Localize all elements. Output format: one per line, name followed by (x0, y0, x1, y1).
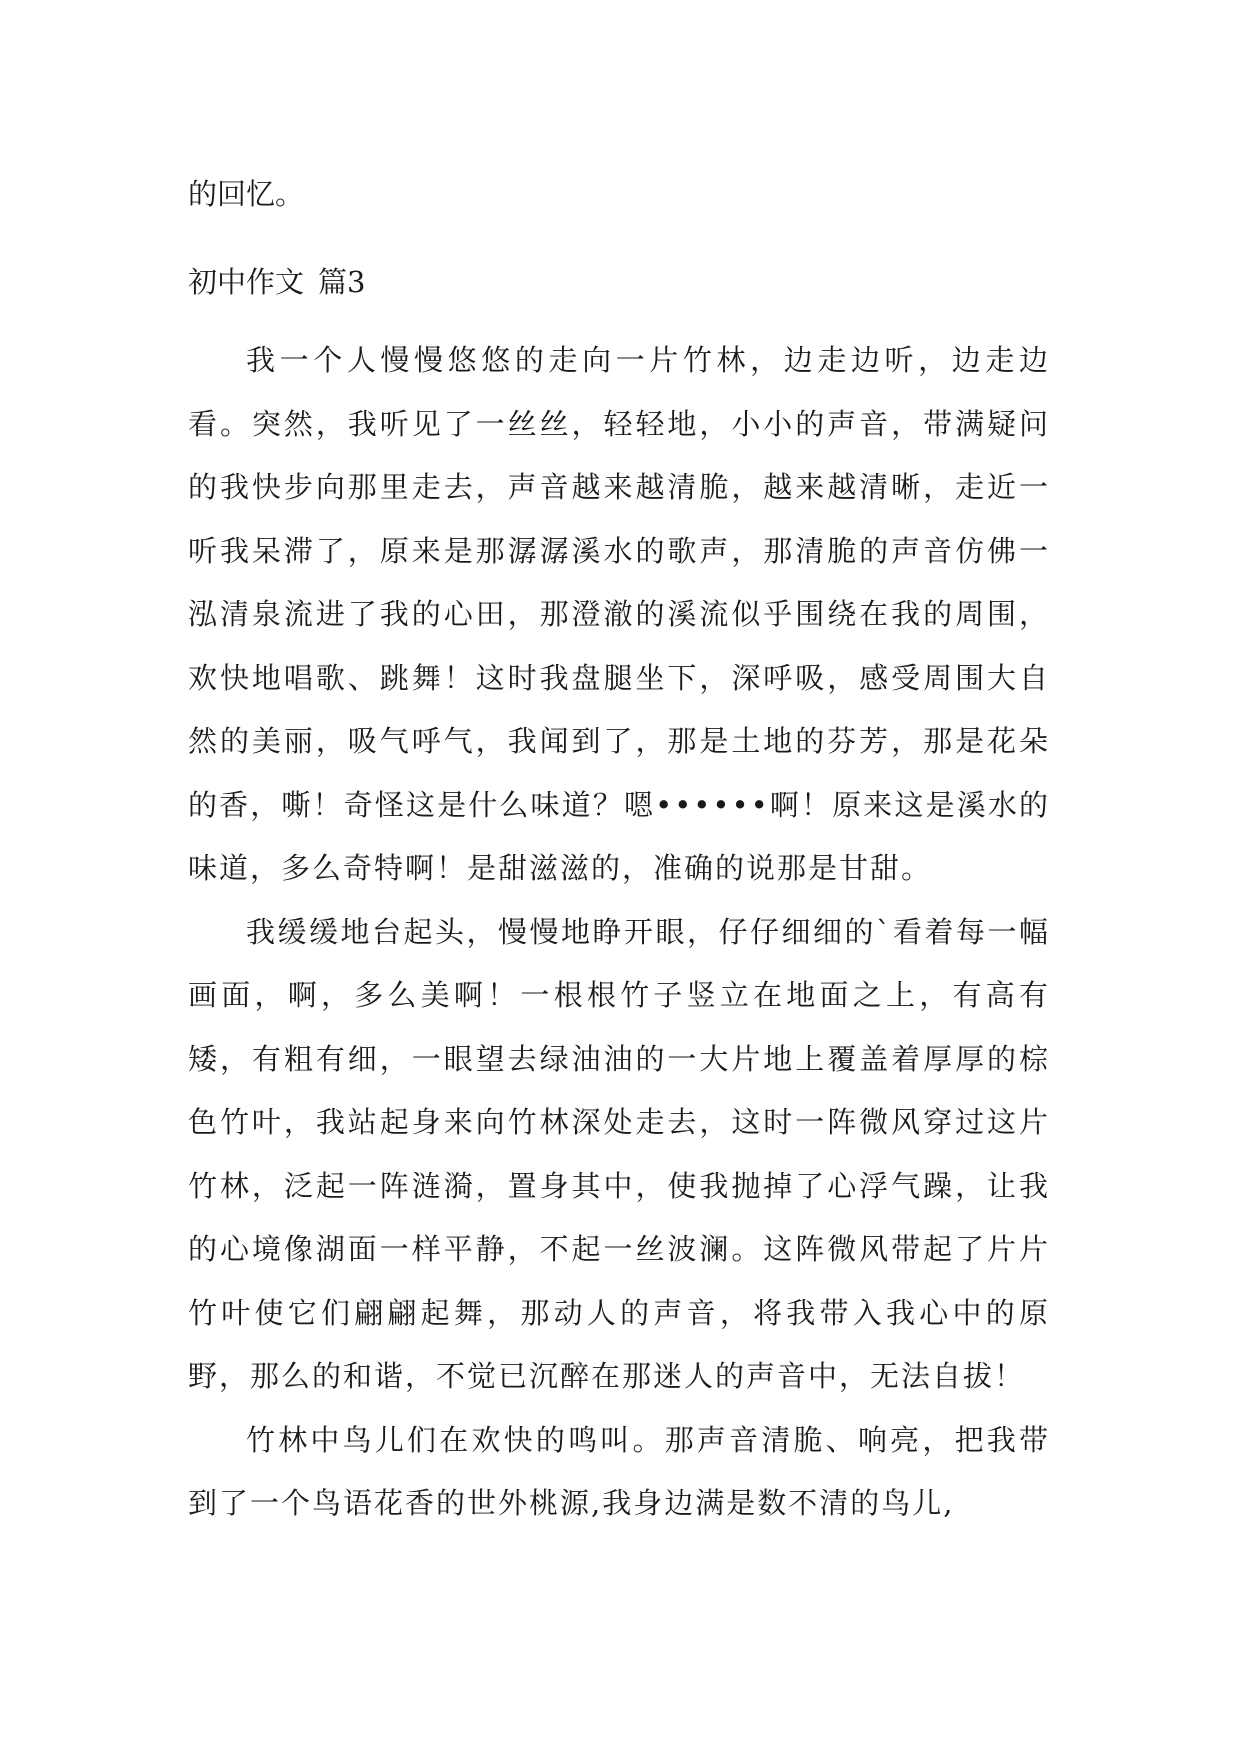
paragraph-2: 我缓缓地台起头，慢慢地睁开眼，仔仔细细的`看着每一幅画面，啊，多么美啊！一根根竹子竖立在地面之上，有高有矮，有粗有细，一眼望去绿油油的一大片地上覆盖着厚厚的棕色竹叶，我站起身来向竹林深处走去，这时一阵微风穿过这片竹林，泛起一阵涟漪，置身其中，使我抛掉了心浮气躁，让我的心境像湖面一样平静，不起一丝波澜。这阵微风带起了片片竹叶使它们翩翩起舞，那动人的声音，将我带入我心中的原野，那么的和谐，不觉已沉醉在那迷人的声音中，无法自拔！ (188, 914, 1050, 1393)
essay-heading (188, 252, 1050, 312)
paragraph-3: 竹林中鸟儿们在欢快的鸣叫。那声音清脆、响亮，把我带到了一个鸟语花香的世外桃源,我身边满是数不清的鸟儿, (188, 1422, 1050, 1520)
essay-body (188, 329, 1050, 1536)
paragraph-1: 我一个人慢慢悠悠的走向一片竹林，边走边听，边走边看。突然，我听见了一丝丝，轻轻地，小小的声音，带满疑问的我快步向那里走去，声音越来越清脆，越来越清晰，走近一听我呆滞了，原来是那潺潺溪水的歌声，那清脆的声音仿佛一泓清泉流进了我的心田，那澄澈的溪流似乎围绕在我的周围，欢快地唱歌、跳舞！这时我盘腿坐下，深呼吸，感受周围大自然的美丽，吸气呼气，我闻到了，那是土地的芬芳，那是花朵的香，嘶！奇怪这是什么味道？嗯••••••啊！原来这是溪水的味道，多么奇特啊！是甜滋滋的，准确的说那是甘甜。 (188, 343, 1050, 885)
continuation-text: 的回忆。 (188, 177, 305, 211)
essay-title: 初中作文 (188, 265, 305, 299)
essay-number: 篇3 (318, 265, 366, 299)
